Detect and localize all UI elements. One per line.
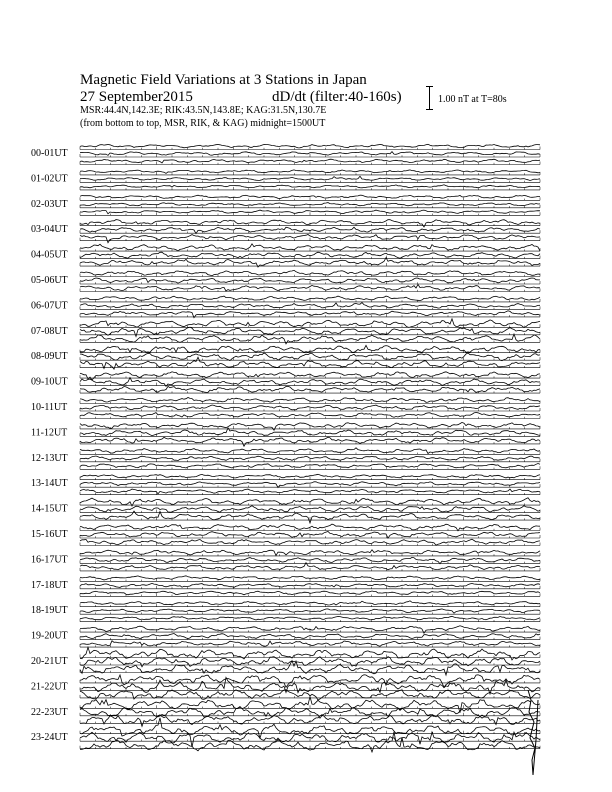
hour-label: 18-19UT xyxy=(31,605,68,617)
hour-row xyxy=(31,195,540,215)
hour-label: 00-01UT xyxy=(31,148,68,159)
hour-row xyxy=(31,319,540,344)
hour-row xyxy=(31,398,540,419)
hour-label: 04-05UT xyxy=(31,249,68,261)
station-trace-rik xyxy=(80,707,540,718)
hour-row xyxy=(31,448,540,470)
hour-row xyxy=(31,345,540,369)
station-trace-msr xyxy=(80,437,540,446)
hour-row xyxy=(31,372,540,393)
hour-label: 17-18UT xyxy=(31,579,68,591)
hour-row xyxy=(31,524,540,545)
hour-label: 23-24UT xyxy=(31,732,68,744)
hour-label: 09-10UT xyxy=(31,376,68,388)
hour-row xyxy=(31,220,540,243)
station-trace-kag xyxy=(80,647,540,660)
hour-label: 12-13UT xyxy=(31,452,68,464)
chart-mode: dD/dt (filter:40-160s) xyxy=(272,89,402,105)
station-order-note: (from bottom to top, MSR, RIK, & KAG) midnight=1500UT xyxy=(80,118,326,129)
hour-row xyxy=(31,244,540,267)
hour-label: 21-22UT xyxy=(31,681,68,693)
hour-label: 01-02UT xyxy=(31,173,68,185)
hour-label: 03-04UT xyxy=(31,224,68,236)
hour-row xyxy=(31,576,540,597)
chart-date: 27 September2015 xyxy=(80,89,193,105)
hour-label: 11-12UT xyxy=(31,427,68,439)
station-trace-rik xyxy=(80,677,540,694)
hour-row xyxy=(31,474,540,494)
hour-row xyxy=(31,422,540,446)
station-trace-kag xyxy=(80,345,540,352)
hour-label: 15-16UT xyxy=(31,529,68,540)
hour-row xyxy=(31,170,540,190)
hour-label: 20-21UT xyxy=(31,656,68,667)
hour-label: 02-03UT xyxy=(31,198,68,210)
hour-row xyxy=(31,144,540,164)
station-trace-kag xyxy=(80,398,540,403)
hour-label: 14-15UT xyxy=(31,503,68,515)
hour-row xyxy=(31,697,540,727)
hour-label: 19-20UT xyxy=(31,630,68,642)
scale-label: 1.00 nT at T=80s xyxy=(438,94,507,105)
hour-row xyxy=(31,675,540,700)
hour-label: 05-06UT xyxy=(31,275,68,286)
hour-row xyxy=(31,718,540,752)
hour-row xyxy=(31,647,540,675)
hour-label: 07-08UT xyxy=(31,325,68,337)
hour-label: 13-14UT xyxy=(31,478,68,490)
hour-row xyxy=(31,550,540,571)
station-coordinates: MSR:44.4N,142.3E; RIK:43.5N,143.8E; KAG:31.5N,130.7E xyxy=(80,105,327,116)
hour-label: 08-09UT xyxy=(31,351,68,363)
hour-row xyxy=(31,601,540,622)
hour-row xyxy=(31,498,540,523)
hour-row xyxy=(31,626,540,647)
chart-title: Magnetic Field Variations at 3 Stations in Japan xyxy=(80,72,367,88)
hour-row xyxy=(31,296,540,318)
hour-row xyxy=(31,270,540,291)
hour-label: 16-17UT xyxy=(31,554,68,566)
hour-label: 06-07UT xyxy=(31,300,68,312)
hour-label: 10-11UT xyxy=(31,402,68,413)
hour-label: 22-23UT xyxy=(31,706,68,718)
